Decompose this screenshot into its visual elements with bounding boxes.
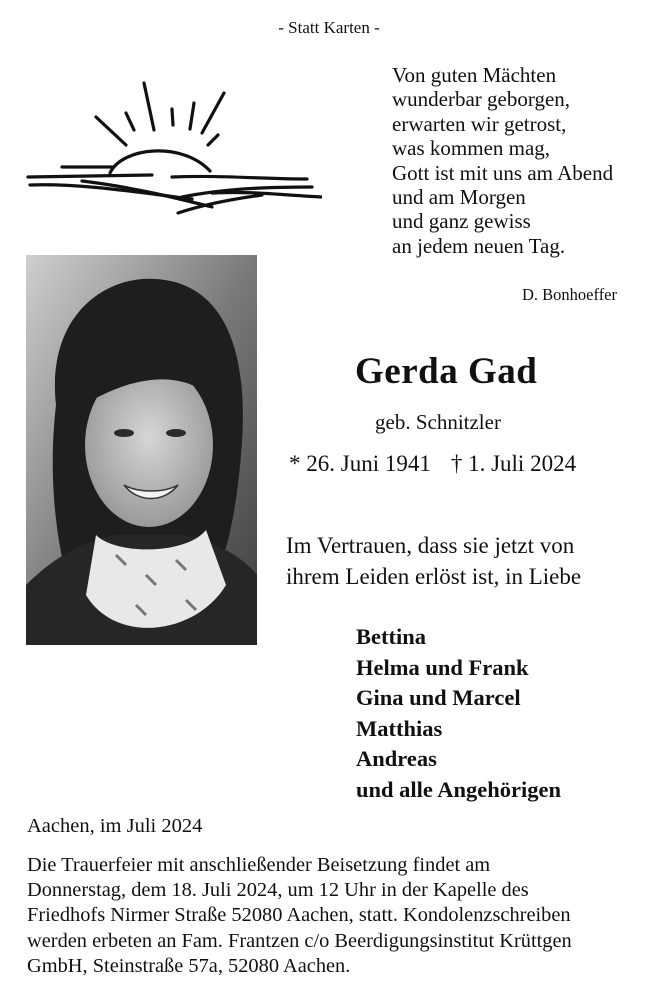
trust-line: ihrem Leiden erlöst ist, in Liebe bbox=[286, 564, 582, 589]
mourner: Bettina bbox=[356, 624, 426, 649]
mourner: und alle Angehörigen bbox=[356, 776, 562, 802]
death-date: † 1. Juli 2024 bbox=[450, 451, 577, 476]
mourners-list bbox=[356, 622, 561, 806]
header-note: - Statt Karten - bbox=[278, 18, 380, 37]
poem-line: und ganz gewiss bbox=[392, 209, 531, 234]
poem-author: D. Bonhoeffer bbox=[522, 285, 618, 304]
trust-text bbox=[286, 530, 581, 592]
place-date: Aachen, im Juli 2024 bbox=[27, 815, 203, 837]
trust-line: Im Vertrauen, dass sie jetzt von bbox=[286, 533, 575, 558]
poem-line: und am Morgen bbox=[392, 185, 526, 210]
sunrise-icon bbox=[22, 75, 322, 225]
ceremony-line: Die Trauerfeier mit anschließender Beisetzung findet am bbox=[27, 854, 491, 876]
ceremony-info bbox=[27, 853, 572, 979]
mourner: Gina und Marcel bbox=[356, 685, 521, 711]
poem-line: erwarten wir getrost, bbox=[392, 111, 567, 136]
poem-line: Von guten Mächten bbox=[392, 63, 557, 87]
ceremony-line: Donnerstag, dem 18. Juli 2024, um 12 Uhr in der Kapelle des bbox=[27, 879, 529, 902]
poem-line: Gott ist mit uns am Abend bbox=[392, 160, 614, 185]
mourner: Helma und Frank bbox=[356, 654, 529, 680]
life-dates bbox=[289, 451, 576, 477]
mourner: Matthias bbox=[356, 715, 443, 741]
deceased-name: Gerda Gad bbox=[355, 351, 538, 392]
maiden-name: geb. Schnitzler bbox=[375, 410, 501, 434]
poem bbox=[392, 63, 613, 258]
ceremony-line: werden erbeten an Fam. Frantzen c/o Beerdigungsinstitut Krüttgen bbox=[27, 929, 572, 952]
ceremony-line: GmbH, Steinstraße 57a, 52080 Aachen. bbox=[27, 954, 351, 977]
poem-line: an jedem neuen Tag. bbox=[392, 233, 566, 258]
poem-line: wunderbar geborgen, bbox=[392, 87, 571, 112]
ceremony-line: Friedhofs Nirmer Straße 52080 Aachen, statt. Kondolenzschreiben bbox=[27, 904, 571, 927]
poem-line: was kommen mag, bbox=[392, 136, 551, 161]
portrait-photo bbox=[26, 255, 257, 645]
mourner: Andreas bbox=[356, 746, 437, 772]
birth-date: * 26. Juni 1941 bbox=[289, 451, 431, 476]
